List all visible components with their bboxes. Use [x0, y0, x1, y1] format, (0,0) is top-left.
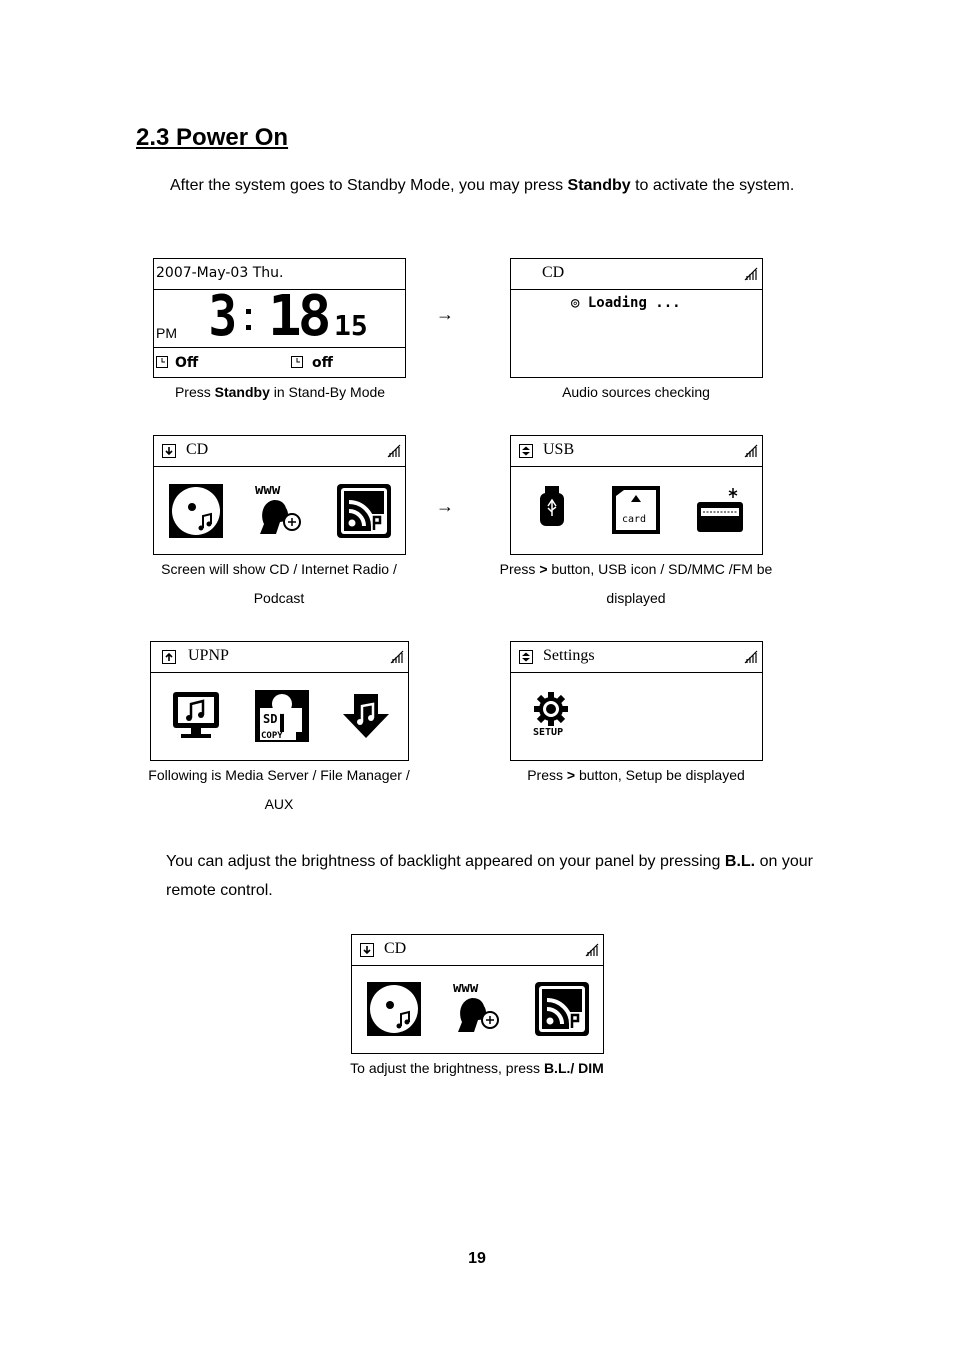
alarm2-status: off: [312, 355, 333, 371]
panel-cd-brightness: [351, 934, 604, 1054]
panel-header-text: Settings: [543, 647, 595, 664]
alarm1-status: Off: [175, 355, 199, 371]
signal-icon: [744, 266, 758, 282]
caption-panel6: [486, 761, 786, 790]
lcd-alarm-bar: [154, 347, 405, 378]
clock-icon: [156, 356, 168, 368]
cd-disc-icon: [169, 484, 223, 538]
caption-line2: displayed: [606, 590, 666, 606]
panel-settings-menu: [510, 641, 763, 761]
updown-box-icon: [519, 650, 533, 664]
panel-header: [511, 259, 762, 290]
cd-disc-icon: [367, 982, 421, 1036]
caption-panel2: Audio sources checking: [562, 384, 710, 400]
setup-label: SETUP: [533, 727, 564, 738]
brightness-paragraph: [166, 847, 826, 905]
intro-text: After the system goes to Standby Mode, you may press: [170, 177, 568, 194]
signal-icon: [390, 649, 404, 665]
panel-header-text: UPNP: [188, 647, 229, 664]
loading-indicator: [571, 295, 681, 311]
caption-line2: Podcast: [253, 590, 305, 606]
brightness-text: You can adjust the brightness of backlight appeared on your panel by pressing: [166, 853, 725, 870]
arrow-up-box-icon: [162, 650, 176, 664]
lcd-minute: 18: [268, 284, 328, 349]
loading-text: Loading ...: [587, 295, 681, 311]
disc-icon: ◎: [571, 295, 580, 311]
lcd-colon: [246, 309, 251, 314]
caption-bold: B.L./ DIM: [543, 1060, 604, 1076]
brightness-text-end: on your remote control.: [166, 853, 813, 899]
caption-text: Press: [527, 767, 567, 783]
panel-header: [151, 642, 408, 673]
section-heading: 2.3 Power On: [136, 124, 289, 151]
podcast-icon: [337, 484, 391, 538]
panel-header-text: USB: [543, 441, 575, 458]
caption-text-end: button, Setup be displayed: [575, 767, 745, 783]
caption-panel4: [471, 555, 801, 613]
caption-text: Press: [174, 384, 215, 400]
arrow-right: →: [436, 496, 454, 516]
caption-line1: Following is Media Server / File Manager /: [148, 767, 410, 783]
signal-icon: [585, 942, 599, 958]
panel-cd-menu: [153, 435, 406, 555]
signal-icon: [744, 443, 758, 459]
sd-label: SD: [263, 712, 278, 726]
panel-header: [511, 436, 762, 467]
arrow-right: →: [436, 304, 454, 324]
caption-line2: AUX: [264, 796, 294, 812]
arrow-down-box-icon: [162, 444, 176, 458]
caption-panel7: [307, 1054, 647, 1083]
caption-line1: Screen will show CD / Internet Radio /: [161, 561, 397, 577]
fm-radio-icon: [695, 486, 745, 534]
lcd-hour: 3: [208, 284, 238, 349]
lcd-colon-lower: [246, 325, 251, 330]
caption-bold: >: [539, 561, 548, 577]
panel-header: [352, 935, 603, 966]
caption-line1: [471, 555, 801, 584]
panel-header-text: CD: [542, 264, 565, 281]
panel-header: [154, 436, 405, 467]
brightness-bold: B.L.: [724, 853, 756, 870]
usb-drive-icon: [537, 486, 567, 528]
podcast-icon: [535, 982, 589, 1036]
internet-radio-icon: [456, 994, 502, 1034]
caption-panel1: [130, 378, 430, 407]
panel-header: [511, 642, 762, 673]
media-server-icon: [171, 690, 221, 740]
caption-panel3: [129, 555, 429, 613]
panel-upnp-menu: [150, 641, 409, 761]
gear-icon: [532, 692, 570, 728]
copy-label: COPY: [261, 731, 283, 741]
internet-radio-icon: [258, 496, 304, 536]
page-number: 19: [468, 1250, 486, 1267]
www-label: www: [453, 980, 479, 996]
lcd-date: 2007-May-03 Thu.: [156, 265, 284, 281]
caption-text: To adjust the brightness, press: [350, 1060, 544, 1076]
caption-panel5: [129, 761, 429, 819]
clock-icon: [291, 356, 303, 368]
caption-bold: >: [566, 767, 576, 783]
www-label: www: [255, 482, 281, 498]
panel-header-text: CD: [384, 940, 407, 957]
caption-bold: Standby: [214, 384, 270, 400]
lcd-second: 15: [334, 309, 368, 342]
signal-icon: [387, 443, 401, 459]
panel-standby-clock: [153, 258, 406, 378]
caption-text-end: button, USB icon / SD/MMC /FM be: [547, 561, 773, 577]
aux-download-icon: [341, 692, 391, 740]
memory-card-icon: [610, 484, 662, 536]
caption-text: Press: [499, 561, 540, 577]
lcd-ampm: PM: [156, 325, 177, 341]
intro-paragraph: [170, 171, 810, 200]
panel-cd-loading: [510, 258, 763, 378]
updown-box-icon: [519, 444, 533, 458]
signal-icon: [744, 649, 758, 665]
intro-text-end: to activate the system.: [630, 177, 795, 194]
panel-usb-menu: [510, 435, 763, 555]
arrow-down-box-icon: [360, 943, 374, 957]
caption-text-end: in Stand-By Mode: [269, 384, 386, 400]
intro-bold: Standby: [567, 177, 631, 194]
card-label: card: [622, 514, 647, 525]
panel-header-text: CD: [186, 441, 209, 458]
